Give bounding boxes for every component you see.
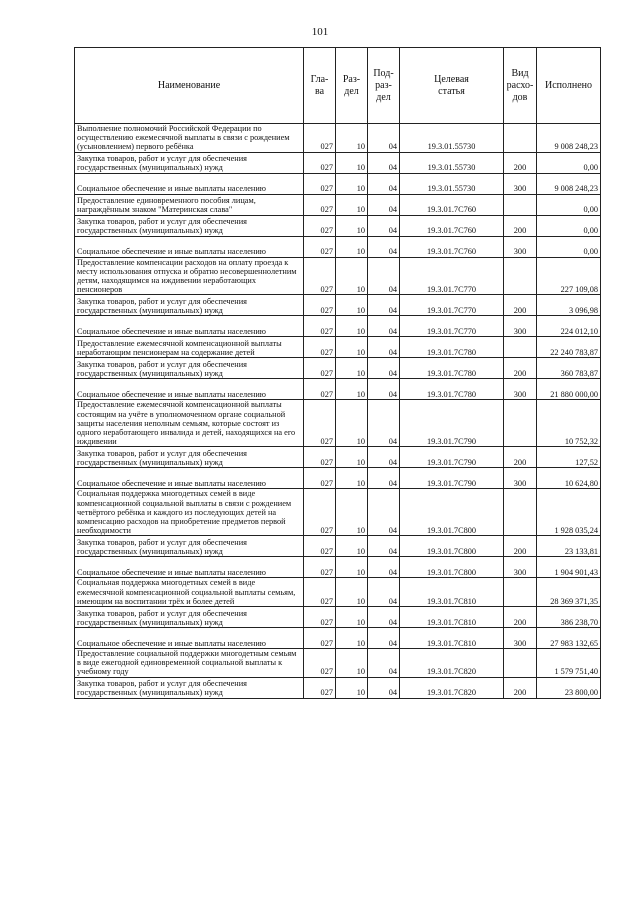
cell-amount: 0,00 [537,152,601,173]
cell-name: Предоставление компенсации расходов на оплату проезда к месту использования отпуска и обратно несовершеннолетним детям, находящимся на иждивении неработающих пенсионеров [75,257,304,295]
cell-expense-type [504,257,537,295]
cell-target: 19.3.01.7С770 [400,316,504,337]
cell-target: 19.3.01.55730 [400,173,504,194]
table-row [75,257,601,295]
table-row [75,316,601,337]
cell-section: 10 [336,649,368,678]
cell-amount: 127,52 [537,447,601,468]
table-body [75,124,601,699]
cell-name: Предоставление ежемесячной компенсационной выплаты неработающим пенсионерам на содержание детей [75,337,304,358]
cell-amount: 3 096,98 [537,295,601,316]
cell-section: 10 [336,215,368,236]
cell-target: 19.3.01.7С780 [400,337,504,358]
table-row [75,337,601,358]
cell-chapter: 027 [304,489,336,536]
header-name: Наименование [75,48,304,124]
cell-section: 10 [336,677,368,698]
cell-chapter: 027 [304,677,336,698]
cell-section: 10 [336,379,368,400]
cell-amount: 27 983 132,65 [537,628,601,649]
cell-section: 10 [336,489,368,536]
cell-target: 19.3.01.7С770 [400,257,504,295]
cell-chapter: 027 [304,649,336,678]
cell-subsection: 04 [368,152,400,173]
cell-expense-type: 200 [504,607,537,628]
cell-target: 19.3.01.7С760 [400,194,504,215]
cell-expense-type [504,124,537,153]
cell-target: 19.3.01.7С770 [400,295,504,316]
cell-subsection: 04 [368,447,400,468]
cell-target: 19.3.01.7С780 [400,358,504,379]
cell-expense-type: 300 [504,628,537,649]
cell-expense-type: 300 [504,173,537,194]
cell-section: 10 [336,236,368,257]
header-executed: Исполнено [537,48,601,124]
cell-target: 19.3.01.7С810 [400,607,504,628]
cell-subsection: 04 [368,316,400,337]
cell-chapter: 027 [304,316,336,337]
cell-target: 19.3.01.7С800 [400,536,504,557]
cell-subsection: 04 [368,236,400,257]
cell-name: Социальная поддержка многодетных семей в виде компенсационной социальной выплаты в связи с рождением четвёртого ребёнка и каждого из последующих детей на компенсацию расходов на приобретение предметов первой необходимости [75,489,304,536]
cell-subsection: 04 [368,173,400,194]
table-row [75,649,601,678]
cell-expense-type [504,194,537,215]
table-row [75,400,601,447]
cell-subsection: 04 [368,400,400,447]
cell-expense-type: 200 [504,358,537,379]
cell-amount: 9 008 248,23 [537,124,601,153]
cell-amount: 0,00 [537,236,601,257]
table-row [75,124,601,153]
cell-chapter: 027 [304,379,336,400]
cell-name: Социальное обеспечение и иные выплаты населению [75,236,304,257]
cell-target: 19.3.01.7С810 [400,578,504,607]
header-chapter: Гла- ва [304,48,336,124]
table-row [75,152,601,173]
table-row [75,607,601,628]
cell-chapter: 027 [304,607,336,628]
cell-section: 10 [336,124,368,153]
table-row [75,677,601,698]
cell-expense-type: 200 [504,215,537,236]
cell-chapter: 027 [304,628,336,649]
cell-target: 19.3.01.7С780 [400,379,504,400]
cell-expense-type: 200 [504,677,537,698]
table-row [75,215,601,236]
cell-section: 10 [336,557,368,578]
cell-section: 10 [336,400,368,447]
header-expense-type: Вид расхо- дов [504,48,537,124]
cell-name: Социальное обеспечение и иные выплаты населению [75,468,304,489]
cell-section: 10 [336,295,368,316]
cell-name: Закупка товаров, работ и услуг для обеспечения государственных (муниципальных) нужд [75,607,304,628]
cell-expense-type: 200 [504,536,537,557]
cell-chapter: 027 [304,257,336,295]
cell-amount: 10 624,80 [537,468,601,489]
cell-expense-type [504,649,537,678]
cell-chapter: 027 [304,447,336,468]
cell-expense-type [504,578,537,607]
cell-amount: 1 579 751,40 [537,649,601,678]
page-number: 101 [311,26,329,38]
cell-expense-type: 300 [504,557,537,578]
table-row [75,628,601,649]
cell-amount: 360 783,87 [537,358,601,379]
cell-subsection: 04 [368,557,400,578]
cell-chapter: 027 [304,215,336,236]
cell-target: 19.3.01.7С790 [400,468,504,489]
table-row [75,557,601,578]
cell-section: 10 [336,578,368,607]
cell-chapter: 027 [304,337,336,358]
cell-expense-type [504,400,537,447]
budget-table [74,47,601,699]
cell-section: 10 [336,152,368,173]
header-section: Раз- дел [336,48,368,124]
cell-amount: 22 240 783,87 [537,337,601,358]
cell-name: Закупка товаров, работ и услуг для обеспечения государственных (муниципальных) нужд [75,536,304,557]
cell-expense-type: 200 [504,295,537,316]
cell-name: Социальное обеспечение и иные выплаты населению [75,173,304,194]
cell-target: 19.3.01.7С810 [400,628,504,649]
cell-subsection: 04 [368,257,400,295]
cell-amount: 0,00 [537,215,601,236]
table-row [75,358,601,379]
table-row [75,468,601,489]
cell-subsection: 04 [368,358,400,379]
cell-amount: 1 928 035,24 [537,489,601,536]
cell-subsection: 04 [368,628,400,649]
cell-amount: 227 109,08 [537,257,601,295]
cell-chapter: 027 [304,578,336,607]
cell-section: 10 [336,337,368,358]
cell-amount: 386 238,70 [537,607,601,628]
cell-section: 10 [336,358,368,379]
cell-name: Социальная поддержка многодетных семей в виде ежемесячной компенсационной социальной выплаты семьям, имеющим на воспитании трёх и более детей [75,578,304,607]
cell-target: 19.3.01.7С760 [400,215,504,236]
cell-target: 19.3.01.7С800 [400,557,504,578]
cell-amount: 10 752,32 [537,400,601,447]
cell-expense-type: 200 [504,447,537,468]
table-row [75,173,601,194]
cell-section: 10 [336,257,368,295]
cell-amount: 21 880 000,00 [537,379,601,400]
cell-name: Закупка товаров, работ и услуг для обеспечения государственных (муниципальных) нужд [75,215,304,236]
cell-name: Закупка товаров, работ и услуг для обеспечения государственных (муниципальных) нужд [75,295,304,316]
cell-name: Закупка товаров, работ и услуг для обеспечения государственных (муниципальных) нужд [75,152,304,173]
cell-chapter: 027 [304,152,336,173]
cell-subsection: 04 [368,194,400,215]
table-row [75,536,601,557]
cell-target: 19.3.01.7С820 [400,649,504,678]
cell-chapter: 027 [304,295,336,316]
cell-name: Закупка товаров, работ и услуг для обеспечения государственных (муниципальных) нужд [75,677,304,698]
cell-amount: 224 012,10 [537,316,601,337]
cell-target: 19.3.01.55730 [400,152,504,173]
cell-expense-type [504,337,537,358]
cell-target: 19.3.01.7С800 [400,489,504,536]
cell-name: Социальное обеспечение и иные выплаты населению [75,557,304,578]
cell-target: 19.3.01.7С820 [400,677,504,698]
cell-section: 10 [336,468,368,489]
cell-expense-type: 300 [504,316,537,337]
cell-chapter: 027 [304,557,336,578]
cell-subsection: 04 [368,649,400,678]
cell-section: 10 [336,607,368,628]
cell-subsection: 04 [368,295,400,316]
table-row [75,379,601,400]
cell-chapter: 027 [304,236,336,257]
cell-chapter: 027 [304,124,336,153]
cell-expense-type [504,489,537,536]
cell-name: Предоставление единовременного пособия лицам, награждённым знаком "Материнская слава" [75,194,304,215]
cell-section: 10 [336,628,368,649]
cell-amount: 0,00 [537,194,601,215]
table-row [75,578,601,607]
header-row [75,48,601,124]
cell-subsection: 04 [368,468,400,489]
cell-section: 10 [336,316,368,337]
header-subsection: Под- раз- дел [368,48,400,124]
table-row [75,447,601,468]
table-row [75,489,601,536]
cell-amount: 28 369 371,35 [537,578,601,607]
cell-chapter: 027 [304,358,336,379]
cell-expense-type: 200 [504,152,537,173]
table-row [75,194,601,215]
cell-amount: 23 800,00 [537,677,601,698]
table-row [75,236,601,257]
cell-chapter: 027 [304,173,336,194]
cell-name: Социальное обеспечение и иные выплаты населению [75,379,304,400]
cell-subsection: 04 [368,607,400,628]
cell-expense-type: 300 [504,236,537,257]
cell-chapter: 027 [304,536,336,557]
cell-target: 19.3.01.7С760 [400,236,504,257]
cell-amount: 23 133,81 [537,536,601,557]
cell-chapter: 027 [304,400,336,447]
cell-chapter: 027 [304,468,336,489]
cell-subsection: 04 [368,489,400,536]
cell-subsection: 04 [368,337,400,358]
cell-subsection: 04 [368,677,400,698]
cell-name: Социальное обеспечение и иные выплаты населению [75,628,304,649]
cell-name: Социальное обеспечение и иные выплаты населению [75,316,304,337]
cell-expense-type: 300 [504,379,537,400]
cell-section: 10 [336,447,368,468]
cell-subsection: 04 [368,379,400,400]
cell-expense-type: 300 [504,468,537,489]
cell-amount: 9 008 248,23 [537,173,601,194]
table-row [75,295,601,316]
cell-subsection: 04 [368,578,400,607]
cell-name: Выполнение полномочий Российской Федерации по осуществлению ежемесячной выплаты в связи с рождением (усыновлением) первого ребёнка [75,124,304,153]
cell-name: Предоставление социальной поддержки многодетным семьям в виде ежегодной единовременной социальной выплаты к учебному году [75,649,304,678]
cell-target: 19.3.01.7С790 [400,447,504,468]
cell-name: Закупка товаров, работ и услуг для обеспечения государственных (муниципальных) нужд [75,358,304,379]
cell-section: 10 [336,536,368,557]
cell-name: Предоставление ежемесячной компенсационной выплаты состоящим на учёте в уполномоченном органе социальной защиты населения неполным семьям, которые состоят из одного неработающего инвалида и детей, находящихся на его иждивении [75,400,304,447]
cell-subsection: 04 [368,536,400,557]
cell-name: Закупка товаров, работ и услуг для обеспечения государственных (муниципальных) нужд [75,447,304,468]
cell-subsection: 04 [368,215,400,236]
cell-section: 10 [336,194,368,215]
cell-chapter: 027 [304,194,336,215]
header-target: Целевая статья [400,48,504,124]
cell-section: 10 [336,173,368,194]
cell-target: 19.3.01.55730 [400,124,504,153]
cell-amount: 1 904 901,43 [537,557,601,578]
cell-target: 19.3.01.7С790 [400,400,504,447]
cell-subsection: 04 [368,124,400,153]
